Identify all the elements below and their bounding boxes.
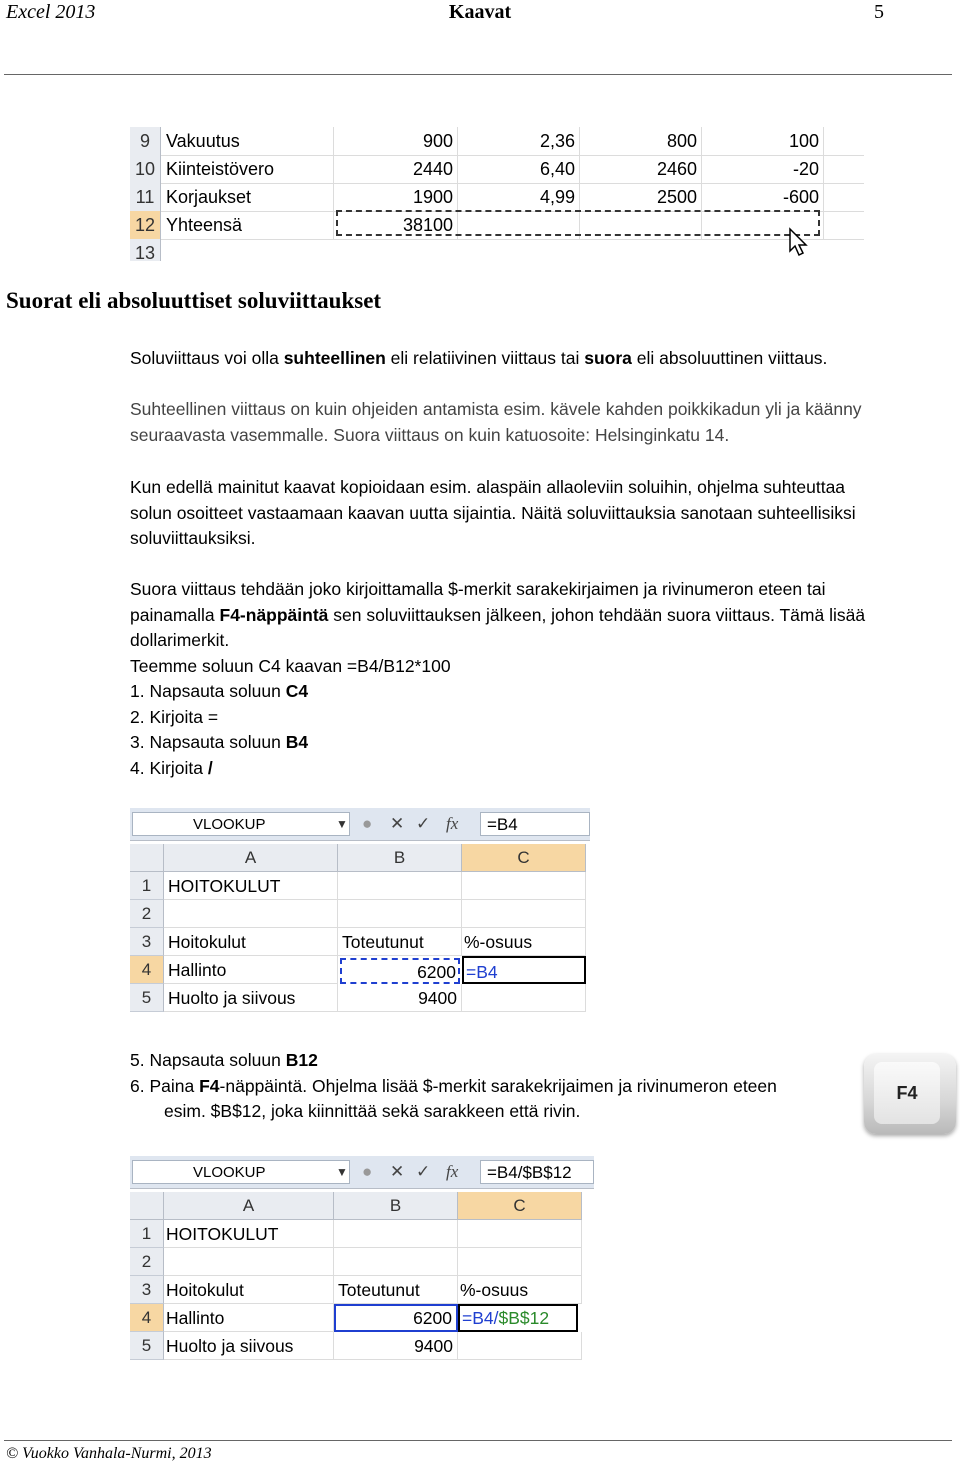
cell-b [338,872,462,900]
dropdown-arrow-icon: ▼ [336,1165,348,1179]
cell-b [334,1220,458,1248]
paragraph-2 [130,397,930,448]
bold-text: suhteellinen [283,348,386,368]
cell-b: 1900 [334,183,458,211]
text: eli relatiivinen viittaus tai [385,348,585,368]
step-line [130,1048,870,1074]
row-header: 2 [130,1248,164,1276]
cell-a: HOITOKULUT [164,1220,334,1248]
footer-copyright: © Vuokko Vanhala-Nurmi, 2013 [6,1445,212,1462]
step-line [130,730,930,756]
name-box: VLOOKUP [132,1160,350,1184]
text-line: seuraavasta vasemmalle. Suora viittaus on kuin katuosoite: Helsinginkatu 14. [130,424,730,445]
cell-c: %-osuus [462,928,586,956]
dropdown-arrow-icon: ▼ [336,817,348,831]
cell-a [164,1248,334,1276]
cell-c-active: =B4 [462,956,586,984]
text-line: Kun edellä mainitut kaavat kopioidaan esim. alaspäin allaoleviin soluihin, ohjelma suhteuttaa [130,477,846,497]
row-header: 2 [130,900,164,928]
header-left: Excel 2013 [6,1,96,23]
function-fx-icon: fx [446,1162,459,1181]
excel-screenshot-1 [130,127,864,261]
excel-screenshot-2 [130,808,590,1018]
steps-5-6 [130,1048,870,1125]
step-line [130,705,930,731]
cell-c: 6,40 [458,155,580,183]
cell-a: Hoitokulut [164,928,338,956]
column-header-a: A [164,1192,334,1220]
step-bold: B12 [285,1050,318,1070]
text-line: Suora viittaus tehdään joko kirjoittamalla $-merkit sarakekirjaimen ja rivinumeron eteen tai [130,579,826,599]
cell-a [164,900,338,928]
cancel-x-icon: ✕ [390,1162,405,1181]
cell-b: 900 [334,127,458,155]
paragraph-1 [130,346,930,372]
column-header-c: C [458,1192,582,1220]
step-text: Napsauta soluun [149,681,286,701]
select-all-corner [130,1192,164,1220]
formula-part-absolute: $B$12 [498,1308,550,1328]
text: painamalla [130,604,220,625]
excel-screenshot-3 [130,1156,594,1368]
cell-a: Yhteensä [162,211,334,239]
column-header-c: C [462,844,586,872]
function-fx-icon: fx [446,814,459,833]
cell-d: 2500 [580,183,702,211]
text: Soluviittaus voi olla [130,348,284,368]
row-header: 1 [130,1220,164,1248]
cell-a: Kiinteistövero [162,155,334,183]
formula-part-relative: =B4/ [462,1308,499,1328]
select-all-corner [130,844,164,872]
mouse-pointer-icon [788,227,812,257]
formula-input: =B4/$B$12 [480,1160,594,1184]
row-header: 1 [130,872,164,900]
row-header: 9 [130,127,161,155]
paragraph-3 [130,475,930,552]
cell-b: 2440 [334,155,458,183]
bold-text: F4-näppäintä [219,604,329,625]
step-number: 6. [130,1075,145,1096]
row-header: 13 [130,239,161,261]
column-header-a: A [164,844,338,872]
step-line [130,1074,870,1100]
cell-c: 4,99 [458,183,580,211]
bold-text: suora [584,348,632,368]
copy-marquee [336,210,820,236]
step-text: Napsauta soluun [149,1050,286,1070]
step-text: Paina [149,1075,200,1096]
text-line: solun osoitteet vastaamaan kaavan uutta sijaintia. Näitä soluviittauksia sanotaan suhteellisiksi [130,502,856,523]
footer-rule [4,1440,952,1441]
name-box: VLOOKUP [132,812,350,836]
cell-c-active [458,1304,578,1332]
cell-a: Vakuutus [162,127,334,155]
cell-c: %-osuus [458,1276,582,1304]
header-title: Kaavat [448,1,512,23]
sheet-row [130,127,864,156]
step-bold: / [207,757,213,778]
row-header: 3 [130,928,164,956]
text: sen soluviittauksen jälkeen, johon tehdään suora viittaus. Tämä lisää [328,604,866,625]
cell-a: Korjaukset [162,183,334,211]
step-line [130,756,930,782]
column-header-b: B [338,844,462,872]
step-number: 3. [130,732,145,752]
formula-bar [130,1156,594,1189]
row-header: 10 [130,155,161,183]
confirm-check-icon: ✓ [416,814,431,833]
formula-bar [130,808,590,841]
key-cap [874,1062,940,1124]
circle-icon: ● [362,814,373,833]
cell-b: 38100 [334,211,458,239]
step-bold: B4 [285,732,309,752]
row-header: 3 [130,1276,164,1304]
cell-a: Hallinto [164,956,338,984]
text-line: Teemme soluun C4 kaavan =B4/B12*100 [130,655,451,676]
text-line: soluviittauksiksi. [130,528,256,548]
text-line: dollarimerkit. [130,630,230,650]
cell-c [462,900,586,928]
cell-c [458,1332,582,1360]
cell-b: 9400 [338,984,462,1012]
circle-icon: ● [362,1162,373,1181]
key-label: F4 [896,1083,918,1103]
f4-key-icon [864,1054,956,1134]
row-header: 5 [130,984,164,1012]
cell-b-referenced: 6200 [334,1304,458,1332]
cell-a: Huolto ja siivous [164,1332,334,1360]
cell-e: -20 [702,155,824,183]
cell-c [458,1248,582,1276]
cell-a: Hoitokulut [164,1276,334,1304]
step-number: 5. [130,1050,145,1070]
step-bold: C4 [285,681,309,701]
step-line [130,679,930,705]
cell-e: -600 [702,183,824,211]
cell-b-referenced: 6200 [340,958,460,984]
cell-c [462,872,586,900]
cell-c [462,984,586,1012]
step-number: 4. [130,757,145,778]
cancel-x-icon: ✕ [390,814,405,833]
cell-a: Huolto ja siivous [164,984,338,1012]
formula-bar-icons [354,812,478,836]
sheet-row [130,155,864,184]
cell-b: Toteutunut [338,928,462,956]
text-line: Suhteellinen viittaus on kuin ohjeiden antamista esim. kävele kahden poikkikadun yli ja käänny [130,399,862,419]
cell-c [458,1220,582,1248]
cell-d: 800 [580,127,702,155]
cell-b [334,1248,458,1276]
cell-a: HOITOKULUT [164,872,338,900]
row-header: 4 [130,1304,164,1332]
text-line [130,603,930,629]
step-text: Napsauta soluun [149,732,286,752]
cell-c: 2,36 [458,127,580,155]
row-header: 11 [130,183,161,211]
step-number: 1. [130,681,145,701]
step-text: -näppäintä. Ohjelma lisää $-merkit sarakekrijaimen ja rivinumeron eteen [219,1075,777,1096]
sheet-row [130,183,864,212]
confirm-check-icon: ✓ [416,1162,431,1181]
step-number: 2. [130,706,145,727]
sheet-row [130,239,864,261]
step-continuation: esim. $B$12, joka kiinnittää sekä sarakkeen että rivin. [164,1101,581,1121]
row-header: 12 [130,211,161,239]
cell-b: 9400 [334,1332,458,1360]
step-text: Kirjoita = [149,706,219,727]
header-rule [4,74,952,75]
cell-d: 2460 [580,155,702,183]
cell-b [338,900,462,928]
step-text: Kirjoita [149,757,208,778]
row-header: 4 [130,956,164,984]
column-header-b: B [334,1192,458,1220]
cell-a: Hallinto [164,1304,334,1332]
step-bold: F4 [199,1075,220,1096]
row-header: 5 [130,1332,164,1360]
paragraph-4 [130,577,930,781]
cell-e: 100 [702,127,824,155]
formula-bar-icons [354,1160,478,1184]
page-number: 5 [874,1,884,23]
text: eli absoluuttinen viittaus. [631,348,828,368]
section-heading: Suorat eli absoluuttiset soluviittaukset [6,288,382,313]
formula-input: =B4 [480,812,590,836]
cell-b: Toteutunut [334,1276,458,1304]
